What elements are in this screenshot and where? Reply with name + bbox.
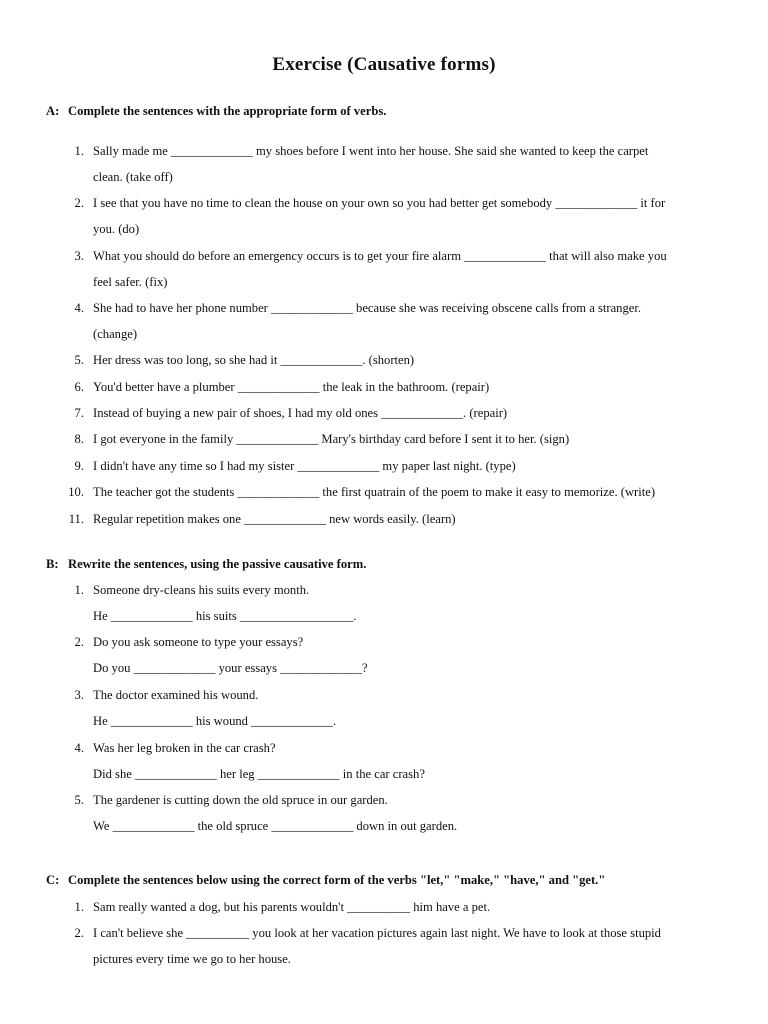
section-c-instructions: Complete the sentences below using the correct form of the verbs "let," "make," "have," and "get." (68, 873, 606, 887)
item-text: Someone dry-cleans his suits every month. (93, 583, 310, 597)
item-number: 3. (74, 249, 84, 263)
section-a-instructions: Complete the sentences with the appropriate form of verbs. (68, 104, 387, 118)
section-b-instructions: Rewrite the sentences, using the passive causative form. (68, 557, 367, 571)
item-number: 1. (74, 900, 84, 914)
item-number: 8. (74, 432, 84, 446)
item-text: The gardener is cutting down the old spruce in our garden. (93, 793, 388, 807)
item-text: clean. (take off) (93, 170, 173, 184)
item-text: Instead of buying a new pair of shoes, I had my old ones _____________. (repair) (93, 406, 508, 420)
item-text: feel safer. (fix) (93, 275, 168, 289)
section-a-letter: A: (46, 104, 60, 118)
item-number: 7. (74, 406, 84, 420)
item-number: 11. (68, 512, 84, 526)
item-answer-line: Did she _____________ her leg _____________ in the car crash? (93, 767, 425, 781)
item-number: 4. (74, 301, 84, 315)
item-number: 1. (74, 144, 84, 158)
item-text: She had to have her phone number _____________ because she was receiving obscene calls from a stranger. (93, 301, 642, 315)
item-text: Do you ask someone to type your essays? (93, 635, 304, 649)
item-text: Sally made me _____________ my shoes before I went into her house. She said she wanted to keep the carpet (93, 144, 649, 158)
item-text: What you should do before an emergency occurs is to get your fire alarm _____________ that will also make you (93, 249, 667, 263)
item-text: I see that you have no time to clean the house on your own so you had better get somebody _____________ it for (93, 196, 666, 210)
item-number: 2. (74, 635, 84, 649)
section-a-heading (46, 104, 386, 119)
item-text: (change) (93, 327, 138, 341)
item-answer-line: He _____________ his suits __________________. (93, 609, 357, 623)
item-text: The doctor examined his wound. (93, 688, 259, 702)
item-number: 10. (68, 485, 84, 499)
section-c-heading (46, 873, 605, 888)
section-b-heading (46, 557, 366, 572)
item-text: The teacher got the students _____________ the first quatrain of the poem to make it easy to memorize. (write) (93, 485, 656, 499)
item-text: You'd better have a plumber _____________ the leak in the bathroom. (repair) (93, 380, 490, 394)
item-number: 1. (74, 583, 84, 597)
item-text: pictures every time we go to her house. (93, 952, 291, 966)
item-answer-line: He _____________ his wound _____________. (93, 714, 337, 728)
item-number: 2. (74, 196, 84, 210)
item-text: I got everyone in the family _____________ Mary's birthday card before I sent it to her. (sign) (93, 432, 570, 446)
item-text: Was her leg broken in the car crash? (93, 741, 276, 755)
item-number: 9. (74, 459, 84, 473)
item-number: 2. (74, 926, 84, 940)
item-text: you. (do) (93, 222, 140, 236)
item-text: I can't believe she __________ you look at her vacation pictures again last night. We have to look at those stupid (93, 926, 661, 940)
item-number: 4. (74, 741, 84, 755)
page-title: Exercise (Causative forms) (272, 54, 496, 75)
item-text: I didn't have any time so I had my sister _____________ my paper last night. (type) (93, 459, 516, 473)
section-b-letter: B: (46, 557, 59, 571)
item-number: 3. (74, 688, 84, 702)
item-answer-line: We _____________ the old spruce _____________ down in out garden. (93, 819, 458, 833)
item-text: Her dress was too long, so she had it _____________. (shorten) (93, 353, 415, 367)
section-c-letter: C: (46, 873, 60, 887)
item-text: Regular repetition makes one _____________ new words easily. (learn) (93, 512, 456, 526)
item-text: Sam really wanted a dog, but his parents wouldn't __________ him have a pet. (93, 900, 491, 914)
item-number: 6. (74, 380, 84, 394)
item-answer-line: Do you _____________ your essays _____________? (93, 661, 368, 675)
item-number: 5. (74, 353, 84, 367)
item-number: 5. (74, 793, 84, 807)
